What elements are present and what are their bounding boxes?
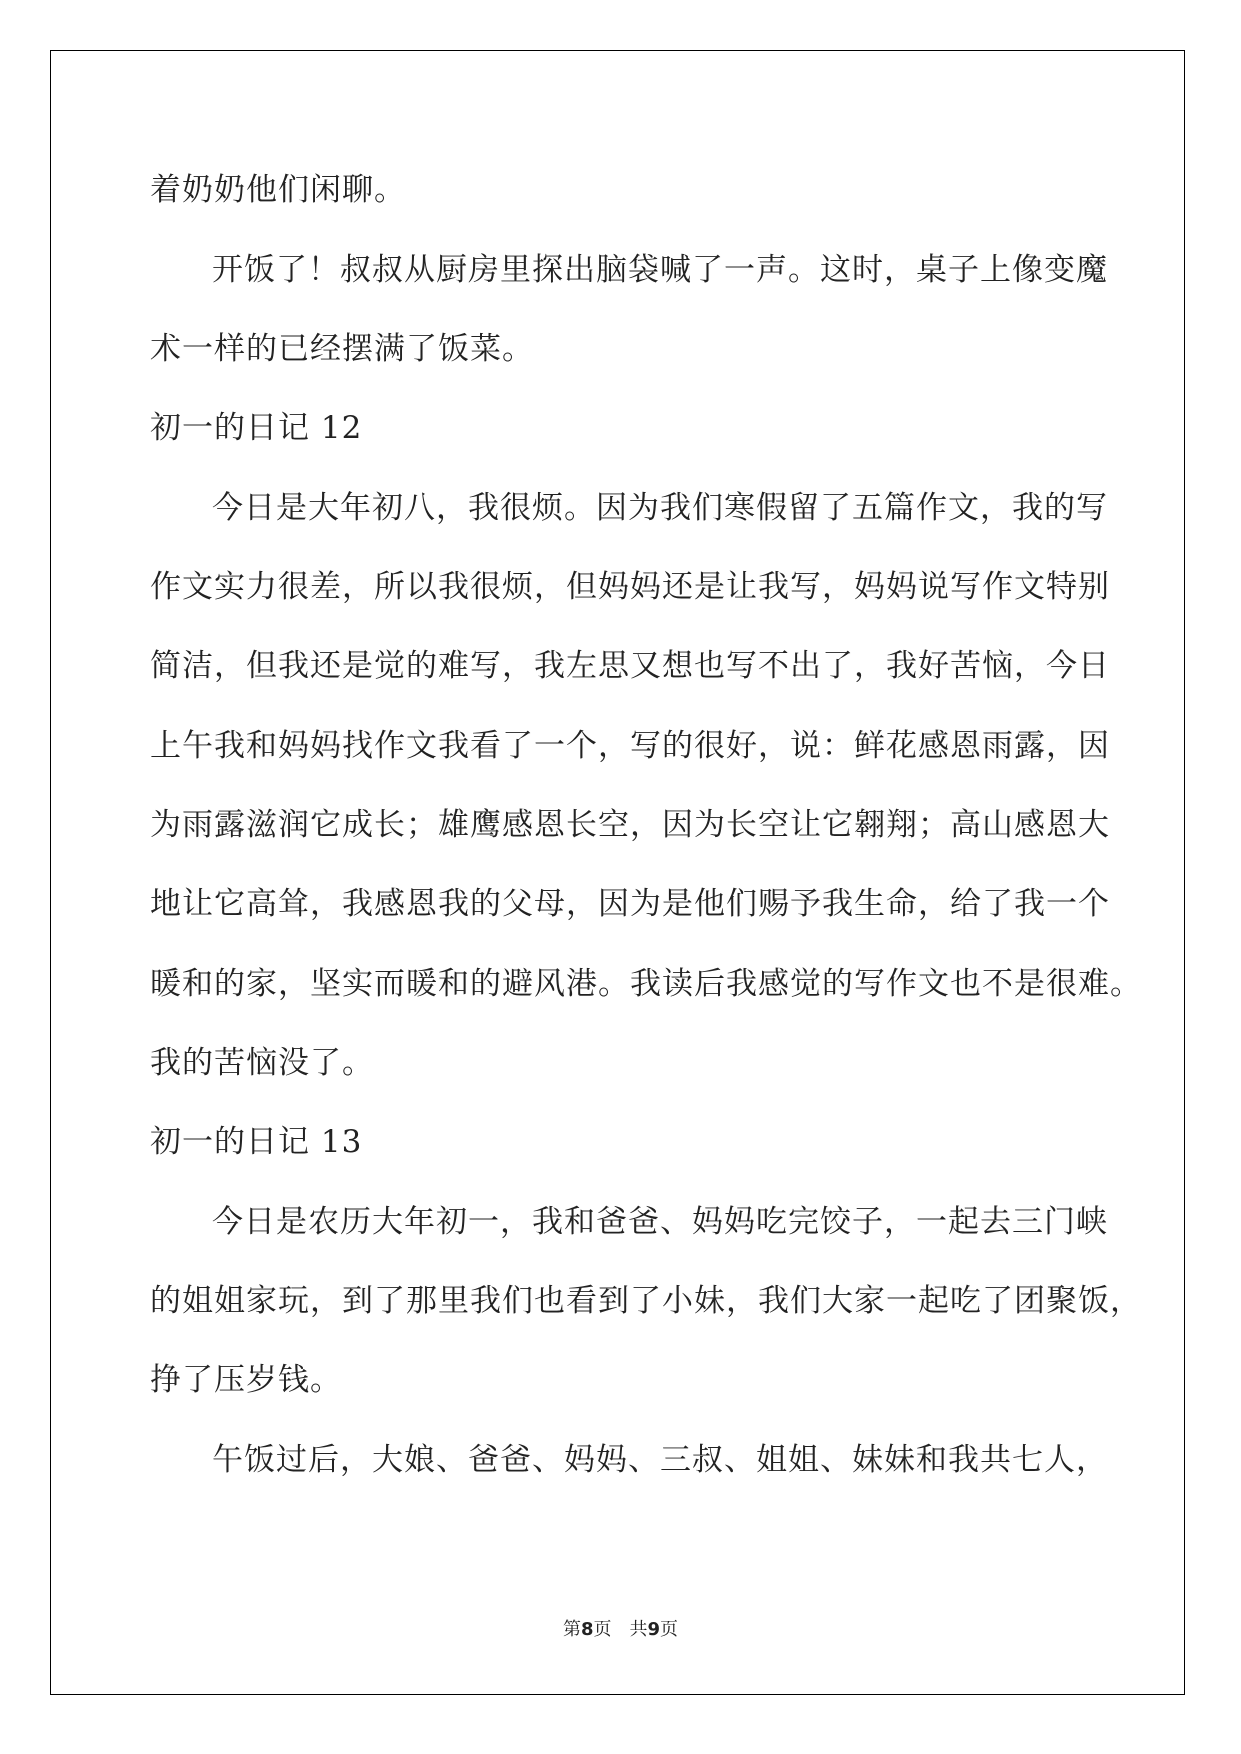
paragraph-start: 开饭了！叔叔从厨房里探出脑袋喊了一声。这时，桌子上像变魔 <box>212 252 1108 288</box>
section-heading: 初一的日记 12 <box>150 410 363 446</box>
page-number: 8 <box>580 1619 594 1640</box>
text-line: 我的苦恼没了。 <box>150 1045 374 1081</box>
text-line: 上午我和妈妈找作文我看了一个，写的很好，说：鲜花感恩雨露，因 <box>150 728 1110 764</box>
text-line: 术一样的已经摆满了饭菜。 <box>150 331 534 367</box>
text-line: 着奶奶他们闲聊。 <box>150 172 406 208</box>
paragraph-start: 午饭过后，大娘、爸爸、妈妈、三叔、姐姐、妹妹和我共七人， <box>212 1442 1108 1478</box>
page-suffix: 页 <box>593 1619 612 1640</box>
text-line: 简洁，但我还是觉的难写，我左思又想也写不出了，我好苦恼，今日 <box>150 648 1110 684</box>
total-pages: 9 <box>647 1619 661 1640</box>
text-line: 挣了压岁钱。 <box>150 1362 342 1398</box>
text-line: 地让它高耸，我感恩我的父母，因为是他们赐予我生命，给了我一个 <box>150 886 1110 922</box>
text-line: 的姐姐家玩，到了那里我们也看到了小妹，我们大家一起吃了团聚饭， <box>150 1283 1142 1319</box>
page-prefix: 第 <box>562 1619 581 1640</box>
text-line: 暖和的家，坚实而暖和的避风港。我读后我感觉的写作文也不是很难。 <box>150 966 1142 1002</box>
page-footer <box>0 1618 1241 1642</box>
text-line: 作文实力很差，所以我很烦，但妈妈还是让我写，妈妈说写作文特别 <box>150 569 1110 605</box>
paragraph-start: 今日是大年初八，我很烦。因为我们寒假留了五篇作文，我的写 <box>212 490 1108 526</box>
total-prefix: 共 <box>629 1619 648 1640</box>
section-heading: 初一的日记 13 <box>150 1124 363 1160</box>
total-suffix: 页 <box>660 1619 679 1640</box>
paragraph-start: 今日是农历大年初一，我和爸爸、妈妈吃完饺子，一起去三门峡 <box>212 1204 1108 1240</box>
text-line: 为雨露滋润它成长；雄鹰感恩长空，因为长空让它翱翔；高山感恩大 <box>150 807 1110 843</box>
